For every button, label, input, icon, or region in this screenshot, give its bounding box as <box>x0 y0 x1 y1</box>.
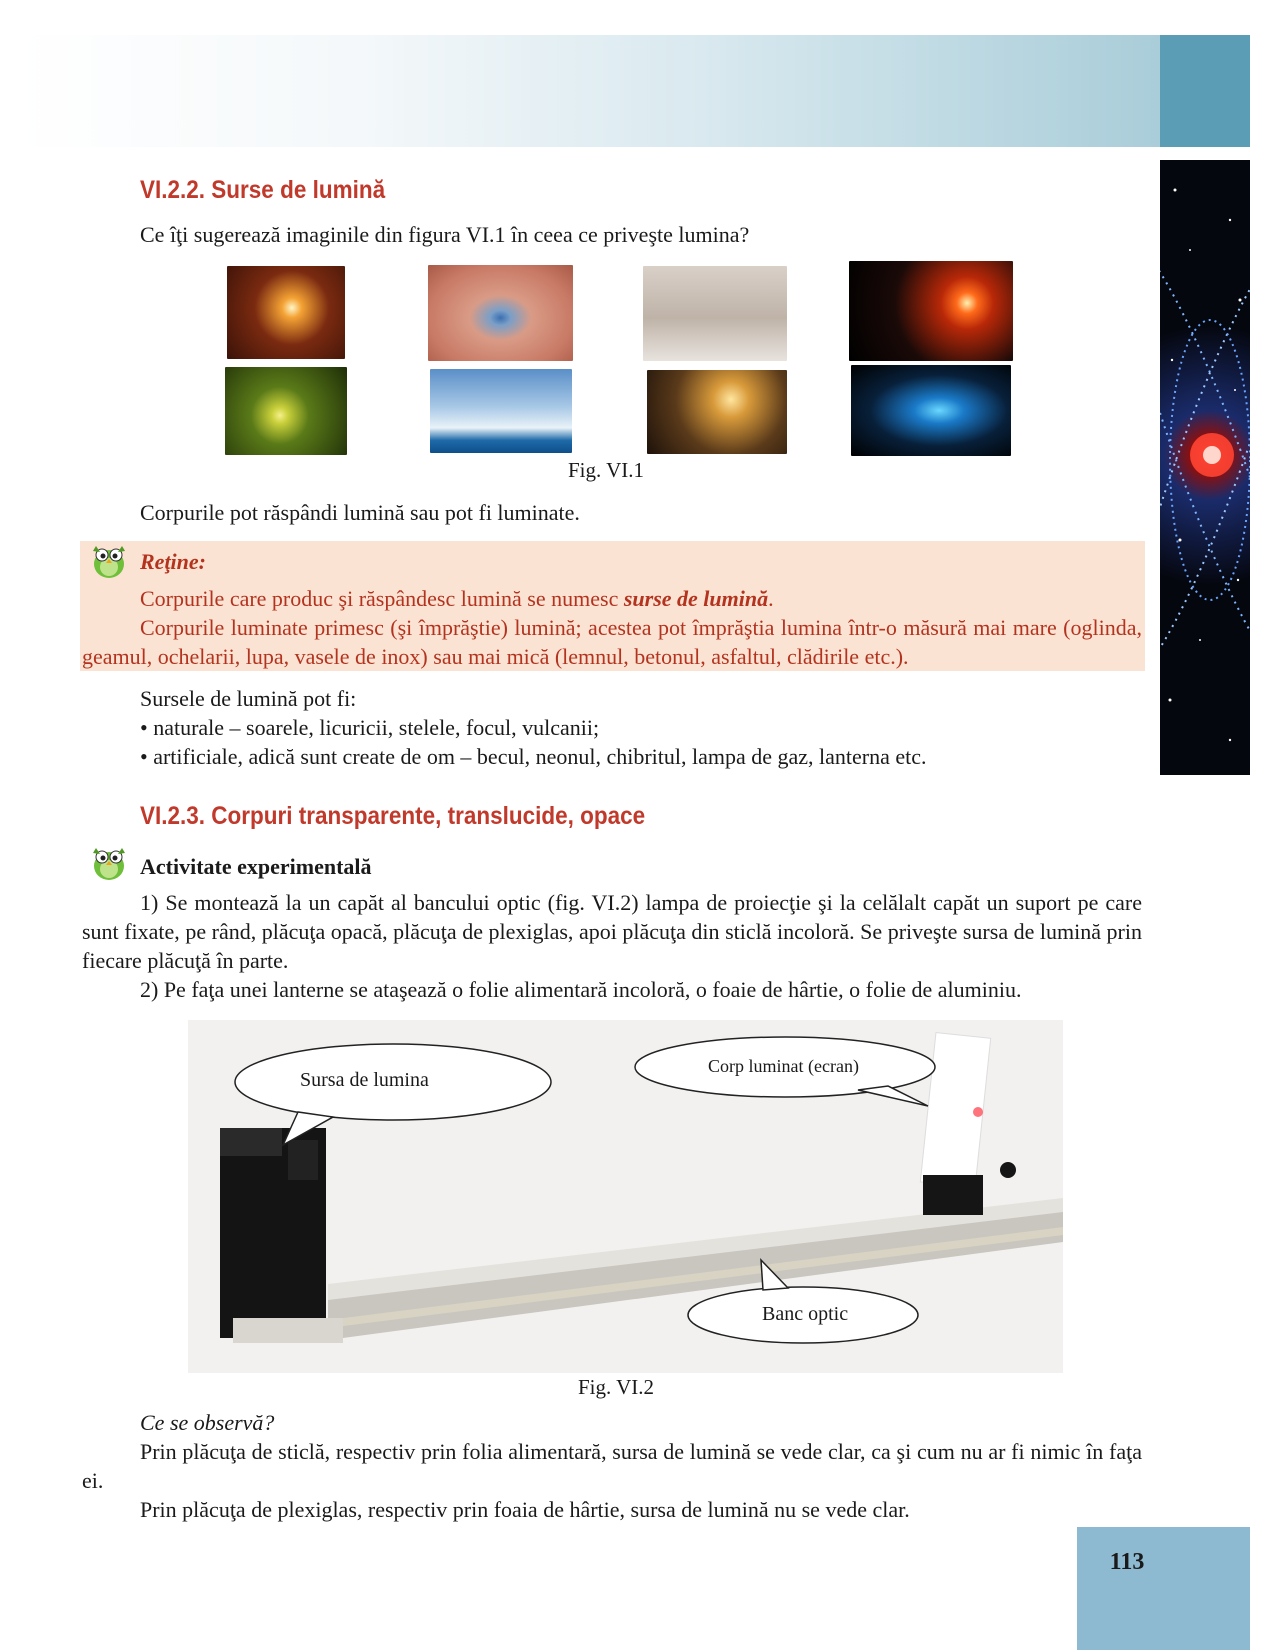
section-title-transparent-bodies: VI.2.3. Corpuri transparente, translucide, opace <box>140 802 646 830</box>
sunset-photo <box>849 261 1013 361</box>
header-accent-block <box>1160 35 1250 147</box>
atom-decoration-image <box>1160 160 1250 775</box>
list-item-natural-text: naturale – soarele, licuricii, stelele, focul, vulcanii; <box>153 715 600 740</box>
question-text: Ce îţi sugerează imaginile din figura VI.1 în ceea ce priveşte lumina? <box>140 222 750 247</box>
remember-definition-term: surse de lumină <box>623 586 769 611</box>
page-number: 113 <box>1109 1549 1145 1575</box>
bullet-icon: • <box>140 744 154 769</box>
figure-vi1-caption: Fig. VI.1 <box>568 458 645 482</box>
observation-1: Prin plăcuţa de sticlă, respectiv prin folia alimentară, sursa de lumină se vede clar, ca şi cum nu ar fi nimic în faţa ei. <box>82 1439 1142 1493</box>
section-title-light-sources: VI.2.2. Surse de lumină <box>140 176 386 204</box>
activity-step-1: 1) Se montează la un capăt al bancului optic (fig. VI.2) lampa de proiecţie şi la celălalt capăt un suport pe care sunt fixate, pe rând, plăcuţa opacă, plăcuţa de plexiglas, apoi plăcuţa din sticlă incoloră. Se priveşte sursa de lumină prin fiecare plăcuţă în parte. <box>82 890 1142 973</box>
activity-title: Activitate experimentală <box>140 854 372 879</box>
list-item-artificial <box>140 742 927 771</box>
owl-mascot-icon <box>88 842 130 882</box>
owl-mascot-icon <box>88 540 130 580</box>
rainbow-sky-photo <box>430 369 572 453</box>
page-number-box <box>1077 1527 1250 1650</box>
remember-definition-line <box>140 584 774 613</box>
activity-step-2: 2) Pe faţa unei lanterne se ataşează o folie alimentară incoloră, o foaie de hârtie, o folie de aluminiu. <box>140 977 1022 1002</box>
eye-photo <box>428 265 573 361</box>
observation-2: Prin plăcuţa de plexiglas, respectiv prin foaia de hârtie, sursa de lumină nu se vede clar. <box>140 1497 910 1522</box>
bullet-icon: • <box>140 715 154 740</box>
firefly-photo <box>225 367 347 455</box>
forest-sunrays-photo <box>647 370 787 454</box>
remember-lit-bodies-text: Corpurile luminate primesc (şi împrăştie) lumină; acestea pot împrăştia lumina într-o măsură mai mare (oglinda, geamul, ochelarii, lupa, vasele de inox) sau mai mică (lemnul, betonul, asfaltul, clădirile etc.). <box>82 615 1142 669</box>
sources-intro: Sursele de lumină pot fi: <box>140 686 357 711</box>
bioluminescent-photo <box>851 365 1011 456</box>
light-bulb-photo <box>227 266 345 359</box>
remember-definition-text: Corpurile care produc şi răspândesc lumină se numesc <box>140 586 624 611</box>
list-item-natural <box>140 713 599 742</box>
list-item-artificial-text: artificiale, adică sunt create de om – becul, neonul, chibritul, lampa de gaz, lanterna etc. <box>153 744 927 769</box>
header-band <box>18 35 1160 147</box>
figure-vi2-optical-bench-photo <box>188 1020 1063 1373</box>
statement-text: Corpurile pot răspândi lumină sau pot fi luminate. <box>140 500 580 525</box>
bubble-optical-bench-label: Banc optic <box>762 1303 849 1325</box>
bubble-light-source-label: Sursa de lumina <box>300 1069 429 1091</box>
observe-question: Ce se observă? <box>140 1410 275 1435</box>
remember-label: Reţine: <box>140 549 206 574</box>
child-with-phone-photo <box>643 266 787 361</box>
remember-definition-end: . <box>768 586 774 611</box>
bubble-lit-body-label: Corp luminat (ecran) <box>708 1056 859 1076</box>
figure-vi2-caption: Fig. VI.2 <box>578 1375 655 1399</box>
